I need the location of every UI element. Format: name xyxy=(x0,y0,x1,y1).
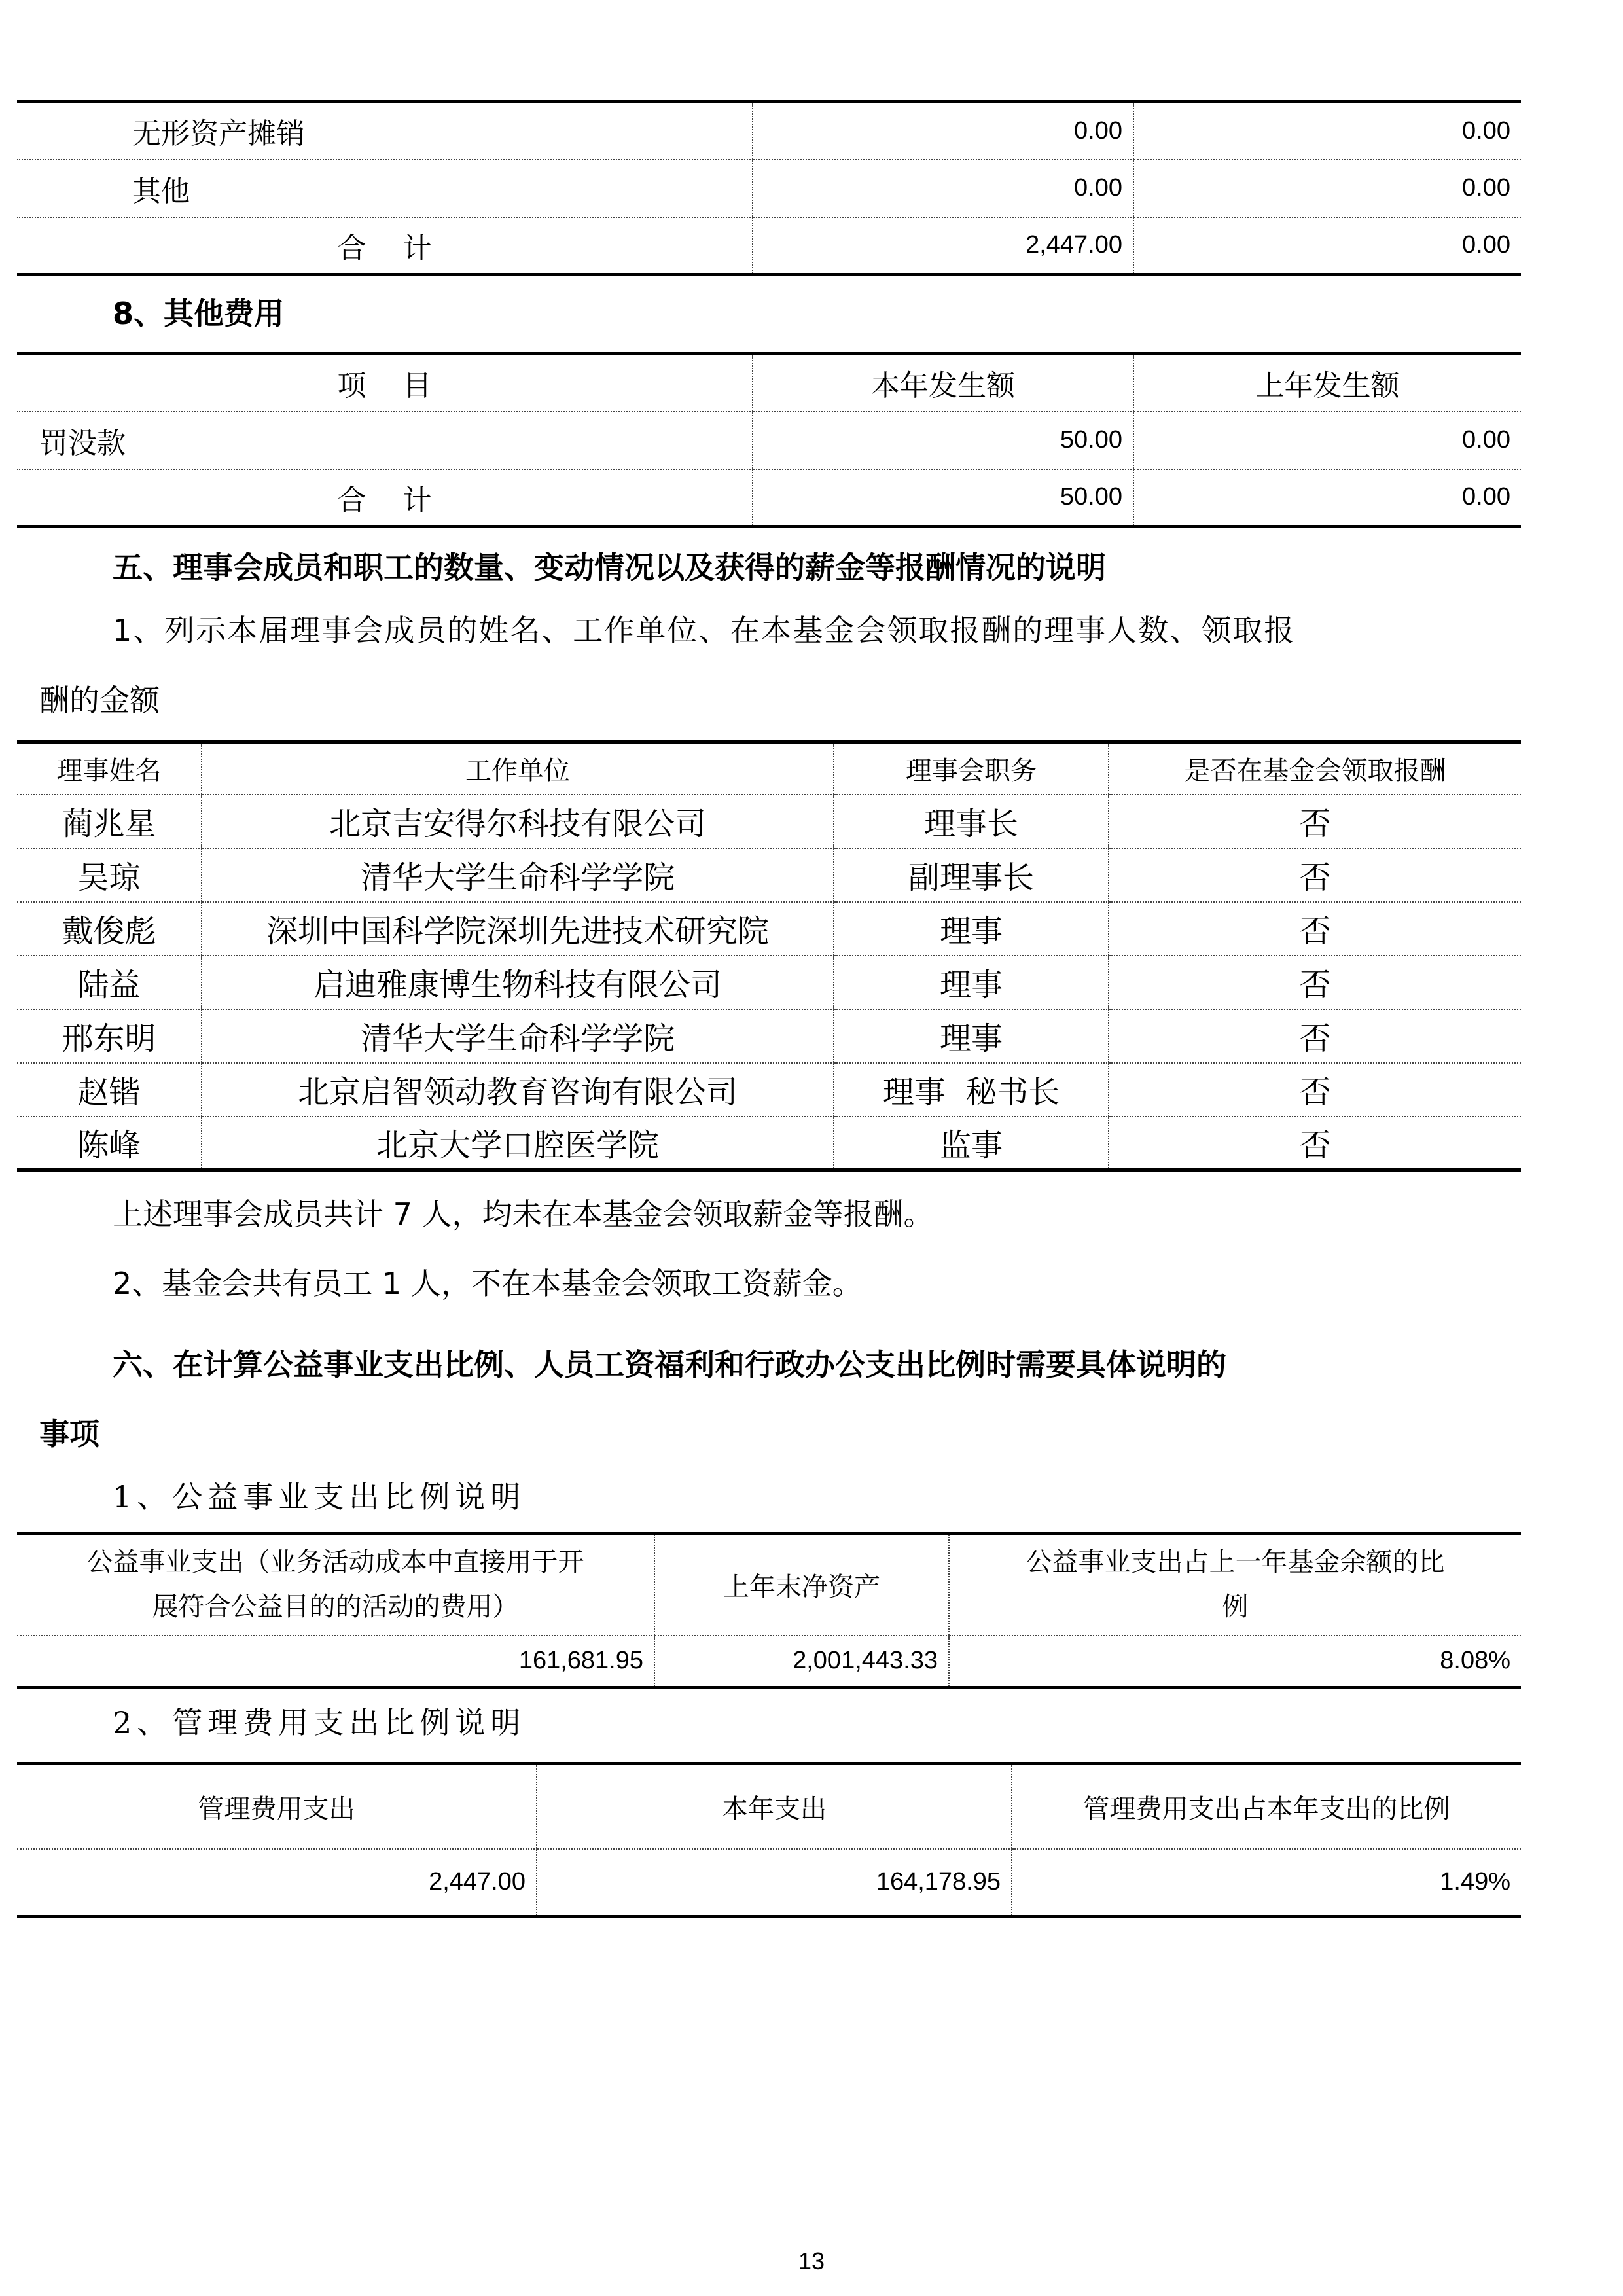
section-5-item1-line1: 1、列示本届理事会成员的姓名、工作单位、在本基金会领取报酬的理事人数、领取报 xyxy=(113,613,1296,648)
header-net-assets: 上年末净资产 xyxy=(654,1534,949,1636)
section-8-title: 8、其他费用 xyxy=(113,296,285,331)
annual-expense-value: 164,178.95 xyxy=(537,1849,1012,1917)
other-expenses-table xyxy=(17,352,1521,528)
header-admin-expense: 管理费用支出 xyxy=(17,1764,537,1849)
section-6-title-line2: 事项 xyxy=(39,1416,99,1452)
header-role: 理事会职务 xyxy=(834,742,1109,795)
header-annual-expense: 本年支出 xyxy=(537,1764,1012,1849)
sub1-title: 1、公益事业支出比例说明 xyxy=(113,1479,526,1515)
member-role: 理事 xyxy=(834,902,1109,956)
current-year-value: 0.00 xyxy=(753,102,1133,160)
sub2-title: 2、管理费用支出比例说明 xyxy=(113,1705,526,1740)
member-role: 监事 xyxy=(834,1117,1109,1170)
charity-expense-value: 161,681.95 xyxy=(17,1636,654,1688)
member-paid: 否 xyxy=(1109,1063,1521,1117)
header-charity-expense-line2: 展符合公益目的的活动的费用） xyxy=(152,1592,519,1623)
header-item: 项 目 xyxy=(17,354,753,412)
admin-ratio-value: 1.49% xyxy=(1012,1849,1521,1917)
charity-ratio-table xyxy=(17,1532,1521,1689)
row-label: 无形资产摊销 xyxy=(17,102,753,160)
header-charity-ratio-line1: 公益事业支出占上一年基金余额的比 xyxy=(1026,1547,1445,1578)
net-assets-value: 2,001,443.33 xyxy=(654,1636,949,1688)
member-role: 理事长 xyxy=(834,795,1109,848)
page-number: 13 xyxy=(798,2248,825,2274)
member-paid: 否 xyxy=(1109,1009,1521,1063)
member-role: 理事 xyxy=(834,1009,1109,1063)
member-name: 陈峰 xyxy=(17,1117,202,1170)
member-org: 启迪雅康博生物科技有限公司 xyxy=(202,956,834,1009)
previous-year-value: 0.00 xyxy=(1133,412,1521,469)
header-current-year: 本年发生额 xyxy=(753,354,1133,412)
section-6-title-line1: 六、在计算公益事业支出比例、人员工资福利和行政办公支出比例时需要具体说明的 xyxy=(113,1347,1226,1382)
total-label: 合 计 xyxy=(17,217,753,275)
member-paid: 否 xyxy=(1109,848,1521,902)
header-paid: 是否在基金会领取报酬 xyxy=(1109,742,1521,795)
member-paid: 否 xyxy=(1109,902,1521,956)
header-charity-expense-line1: 公益事业支出（业务活动成本中直接用于开 xyxy=(86,1547,584,1578)
member-org: 清华大学生命科学学院 xyxy=(202,848,834,902)
member-org: 北京大学口腔医学院 xyxy=(202,1117,834,1170)
charity-ratio-value: 8.08% xyxy=(949,1636,1521,1688)
member-role: 理事 秘书长 xyxy=(834,1063,1109,1117)
header-org: 工作单位 xyxy=(202,742,834,795)
row-label: 其他 xyxy=(17,160,753,217)
member-paid: 否 xyxy=(1109,1117,1521,1170)
member-paid: 否 xyxy=(1109,956,1521,1009)
current-year-value: 50.00 xyxy=(753,412,1133,469)
member-name: 赵锴 xyxy=(17,1063,202,1117)
section-5-item1-line2: 酬的金额 xyxy=(39,683,160,718)
member-name: 陆益 xyxy=(17,956,202,1009)
current-year-total: 2,447.00 xyxy=(753,217,1133,275)
current-year-total: 50.00 xyxy=(753,469,1133,527)
member-name: 戴俊彪 xyxy=(17,902,202,956)
section-5-title: 五、理事会成员和职工的数量、变动情况以及获得的薪金等报酬情况的说明 xyxy=(113,550,1106,585)
header-charity-expense xyxy=(17,1534,654,1636)
member-org: 清华大学生命科学学院 xyxy=(202,1009,834,1063)
row-label: 罚没款 xyxy=(17,412,753,469)
current-year-value: 0.00 xyxy=(753,160,1133,217)
header-previous-year: 上年发生额 xyxy=(1133,354,1521,412)
member-role: 副理事长 xyxy=(834,848,1109,902)
member-name: 吴琼 xyxy=(17,848,202,902)
staff-note: 2、基金会共有员工 1 人，不在本基金会领取工资薪金。 xyxy=(113,1266,863,1301)
members-note: 上述理事会成员共计 7 人，均未在本基金会领取薪金等报酬。 xyxy=(113,1196,934,1232)
previous-year-total: 0.00 xyxy=(1133,469,1521,527)
member-paid: 否 xyxy=(1109,795,1521,848)
member-role: 理事 xyxy=(834,956,1109,1009)
member-name: 邢东明 xyxy=(17,1009,202,1063)
header-admin-ratio: 管理费用支出占本年支出的比例 xyxy=(1012,1764,1521,1849)
admin-ratio-table xyxy=(17,1762,1521,1918)
member-name: 蔺兆星 xyxy=(17,795,202,848)
previous-year-value: 0.00 xyxy=(1133,160,1521,217)
board-members-table xyxy=(17,740,1521,1172)
total-label: 合 计 xyxy=(17,469,753,527)
previous-year-total: 0.00 xyxy=(1133,217,1521,275)
amortization-table xyxy=(17,100,1521,276)
header-charity-ratio-line2: 例 xyxy=(1222,1592,1249,1623)
admin-expense-value: 2,447.00 xyxy=(17,1849,537,1917)
member-org: 北京启智领动教育咨询有限公司 xyxy=(202,1063,834,1117)
member-org: 北京吉安得尔科技有限公司 xyxy=(202,795,834,848)
previous-year-value: 0.00 xyxy=(1133,102,1521,160)
member-org: 深圳中国科学院深圳先进技术研究院 xyxy=(202,902,834,956)
header-charity-ratio xyxy=(949,1534,1521,1636)
header-name: 理事姓名 xyxy=(17,742,202,795)
